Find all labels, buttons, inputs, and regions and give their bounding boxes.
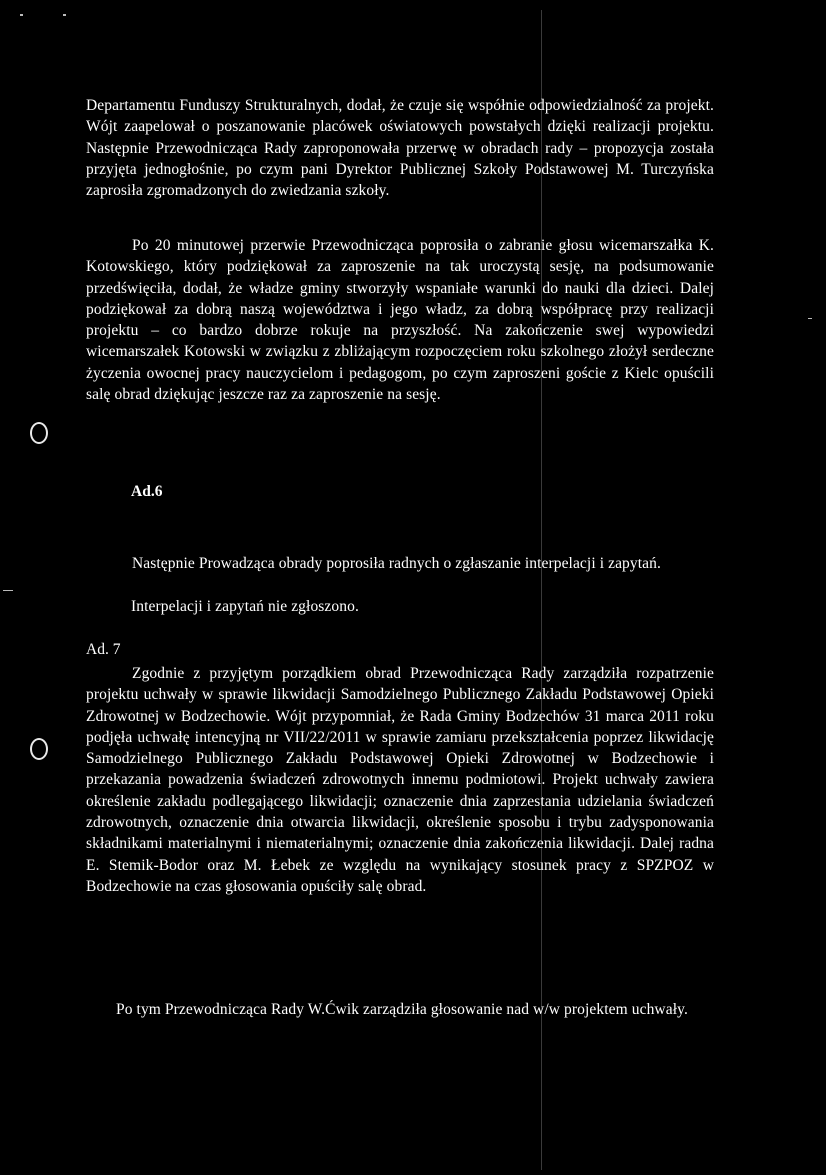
paragraph-4: Interpelacji i zapytań nie zgłoszono. — [131, 598, 359, 615]
paragraph-3: Następnie Prowadząca obrady poprosiła radnych o zgłaszanie interpelacji i zapytań. — [132, 555, 661, 572]
paragraph-5: Zgodnie z przyjętym porządkiem obrad Przewodnicząca Rady zarządziła rozpatrzenie projektu uchwały w sprawie likwidacji Samodzielnego Publicznego Zakładu Podstawowej Opieki Zdrowotnej w Bodzechowie. Wójt przypomniał, że Rada Gminy Bodzechów 31 marca 2011 roku podjęła uchwałę intencyjną nr VII/22/2011 w sprawie zamiaru przekształcenia poprzez likwidację Samodzielnego Publicznego Zakładu Podstawowej Opieki Zdrowotnej w Bodzechowie i przekazania powadzenia świadczeń zdrowotnych innemu podmiotowi. Projekt uchwały zawiera określenie zakładu podlegającego likwidacji; oznaczenie dnia zaprzestania udzielania świadczeń zdrowotnych, oznaczenie dnia otwarcia likwidacji, określenie sposobu i trybu zadysponowania składnikami materialnymi i niematerialnymi; oznaczenie dnia zakończenia likwidacji. Dalej radna E. Stemik-Bodor oraz M. Łebek ze względu na wynikający stosunek pracy z SPZPOZ w Bodzechowie na czas głosowania opuściły salę obrad. — [86, 665, 714, 895]
scan-speck — [808, 318, 812, 319]
punch-hole-top — [30, 422, 48, 444]
scan-speck — [63, 14, 66, 16]
paragraph-1: Departamentu Funduszy Strukturalnych, dodał, że czuje się współnie odpowiedzialność za projekt. Wójt zaapelował o poszanowanie placówek oświatowych powstałych dzięki realizacji projektu. Następnie Przewodnicząca Rady zaproponowała przerwę w obradach rady – propozycja została przyjęta jednogłośnie, po czym pani Dyrektor Publicznej Szkoły Podstawowej M. Turczyńska zaprosiła zgromadzonych do zwiedzania szkoły. — [86, 97, 714, 200]
paragraph-6: Po tym Przewodnicząca Rady W.Ćwik zarządziła głosowanie nad w/w projektem uchwały. — [116, 1001, 688, 1018]
heading-ad7: Ad. 7 — [86, 641, 121, 658]
heading-ad6: Ad.6 — [131, 483, 163, 500]
scan-speck — [3, 590, 13, 591]
punch-hole-bottom — [30, 738, 48, 760]
paragraph-2: Po 20 minutowej przerwie Przewodnicząca poprosiła o zabranie głosu wicemarszałka K. Kotowskiego, który podziękował za zaproszenie na tak uroczystą sesję, na podsumowanie przedświęciła, dodał, że władze gminy stworzyły wspaniałe warunki do nauki dla dzieci. Dalej podziękował za dobrą naszą województwa i jego władz, za dobrą współpracę przy realizacji projektu – co bardzo dobrze rokuje na przyszłość. Na zakończenie swej wypowiedzi wicemarszałek Kotowski w związku z zbliżającym rozpoczęciem roku szkolnego złożył serdeczne życzenia owocnej pracy nauczycielom i pedagogom, po czym zaproszeni goście z Kielc opuścili salę obrad dziękując jeszcze raz za zaproszenie na sesję. — [86, 237, 714, 404]
scan-speck — [20, 14, 23, 16]
